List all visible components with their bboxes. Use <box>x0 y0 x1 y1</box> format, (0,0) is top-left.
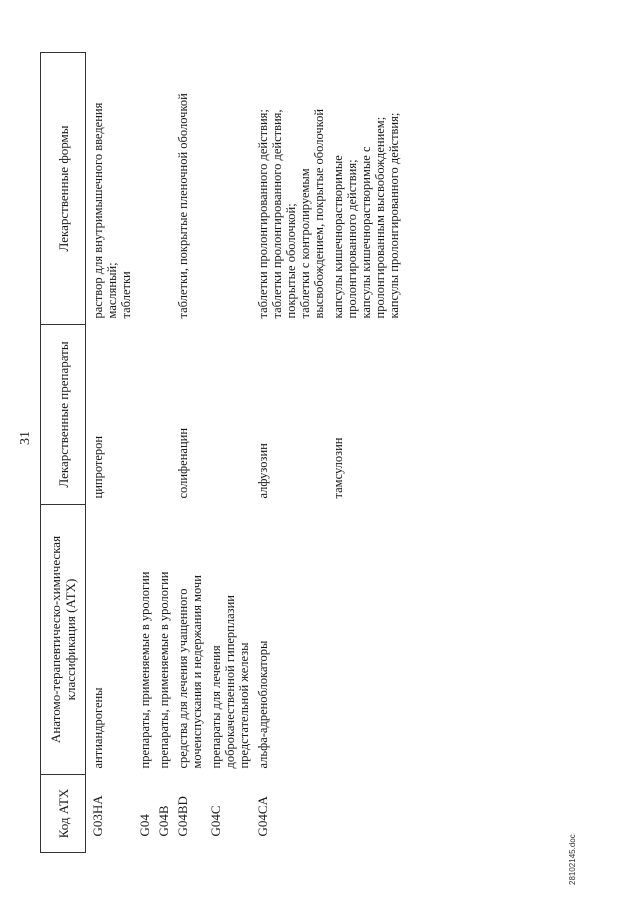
form-line: пролонгированным высвобождением; <box>373 116 387 319</box>
cell-drug <box>204 325 251 505</box>
cell-drug: ципротерон <box>91 435 105 499</box>
form-line: таблетки <box>119 271 133 319</box>
table-row <box>171 53 204 853</box>
cell-classification <box>171 505 204 775</box>
classification-line: мочеиспускания и недержания мочи <box>190 575 204 769</box>
classification-line: альфа-адреноблокаторы <box>256 640 270 769</box>
cell-forms <box>86 53 134 325</box>
table-header <box>41 53 86 853</box>
classification-line: средства для лечения учащенного <box>176 588 190 769</box>
cell-code: G04BD <box>175 796 190 837</box>
cell-forms <box>171 53 204 325</box>
document-reference: 28102145.doc <box>568 834 577 885</box>
classification-line: доброкачественной гиперплазии <box>223 595 237 769</box>
cell-forms <box>152 53 171 325</box>
form-line: масляный; <box>105 262 119 319</box>
classification-line: предстательной железы <box>237 642 251 769</box>
table-row <box>251 53 326 853</box>
classification-line: антиандрогены <box>91 687 105 769</box>
cell-classification <box>204 505 251 775</box>
table-row <box>326 53 401 853</box>
cell-drug: тамсулозин <box>331 437 345 499</box>
page-number: 31 <box>18 431 33 445</box>
header-code: Код АТХ <box>41 775 86 853</box>
cell-forms <box>326 53 401 325</box>
classification-line: препараты, применяемые в урологии <box>138 571 152 769</box>
form-line: раствор для внутримышечного введения <box>91 102 105 319</box>
form-line: таблетки, покрытые пленочной оболочкой <box>176 93 190 319</box>
header-forms: Лекарственные формы <box>41 53 86 325</box>
table-body <box>86 53 402 853</box>
form-line: таблетки пролонгированного действия; <box>256 109 270 319</box>
table-row <box>86 53 134 853</box>
cell-code <box>326 775 401 853</box>
cell-classification <box>152 505 171 775</box>
cell-forms <box>251 53 326 325</box>
rotated-page-content <box>20 25 580 885</box>
cell-drug: алфузозин <box>256 443 270 499</box>
table-row <box>152 53 171 853</box>
cell-code: G03HA <box>90 795 105 837</box>
form-line: пролонгированного действия; <box>345 159 359 319</box>
cell-classification <box>133 505 152 775</box>
cell-drug <box>152 325 171 505</box>
classification-line: препараты, применяемые в урологии <box>157 571 171 769</box>
classification-line: препараты для лечения <box>209 645 223 769</box>
cell-forms <box>133 53 152 325</box>
cell-code: G04CA <box>255 796 270 837</box>
cell-drug <box>133 325 152 505</box>
form-line: капсулы пролонгированного действия; <box>387 112 401 319</box>
cell-forms <box>204 53 251 325</box>
cell-drug: солифенацин <box>176 427 190 499</box>
form-line: высвобождением, покрытые оболочкой <box>312 108 326 319</box>
table-row <box>133 53 152 853</box>
header-classification: Анатомо-терапевтическо-химическая классификация (АТХ) <box>41 505 86 775</box>
form-line: таблетки с контролируемым <box>298 168 312 319</box>
cell-code: G04B <box>156 805 171 837</box>
cell-classification <box>326 505 401 775</box>
atx-table <box>40 52 401 853</box>
cell-classification <box>86 505 134 775</box>
form-line: капсулы кишечнорастворимые <box>331 155 345 319</box>
form-line: капсулы кишечнорастворимые с <box>359 146 373 319</box>
cell-classification <box>251 505 326 775</box>
form-line: таблетки пролонгированного действия, <box>270 109 284 319</box>
form-line: покрытые оболочкой; <box>284 203 298 319</box>
cell-code: G04C <box>208 805 223 837</box>
header-row <box>41 53 86 853</box>
header-drugs: Лекарственные препараты <box>41 325 86 505</box>
cell-code: G04 <box>137 814 152 837</box>
table-row <box>204 53 251 853</box>
